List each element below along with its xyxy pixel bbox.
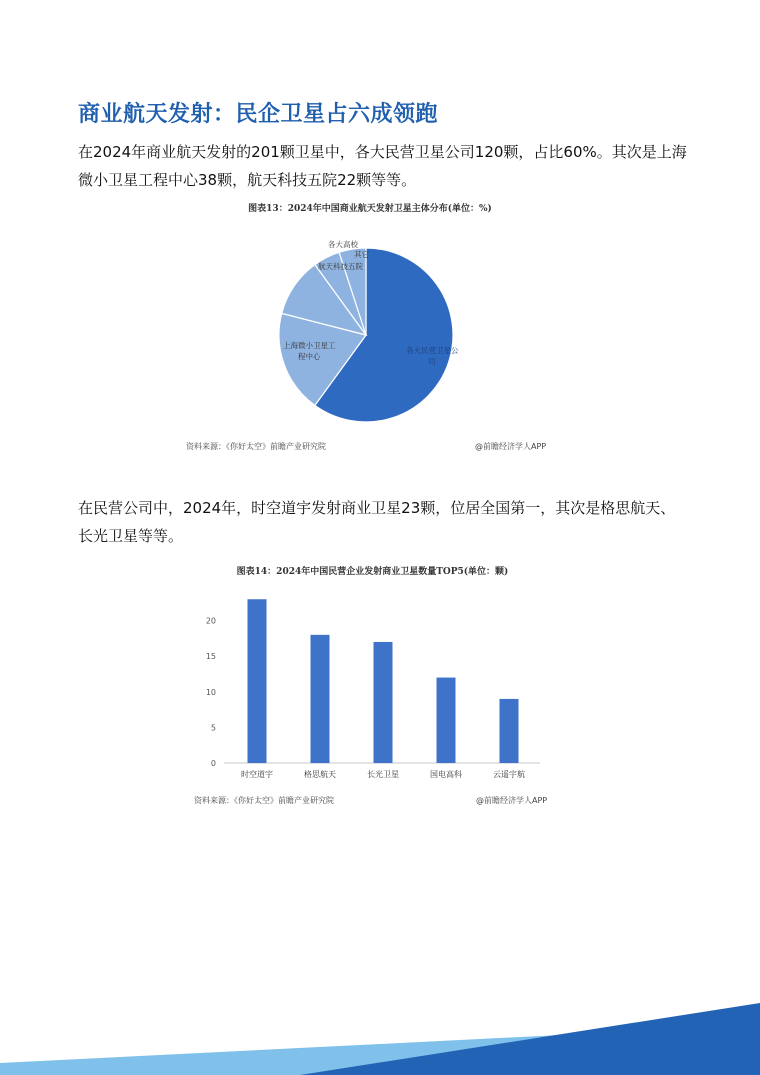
y-tick-label: 0 [210, 759, 216, 768]
pie-label: 上海微小卫星工程中心 [283, 341, 336, 361]
bar [500, 699, 519, 763]
pie-label: 航天科技五院 [318, 262, 363, 271]
bar [374, 642, 393, 763]
section-heading: 商业航天发射：民企卫星占六成领跑 [78, 102, 439, 127]
figure-13-credit: @前瞻经济学人APP [475, 442, 547, 451]
bar [437, 678, 456, 763]
pie-label: 其它 [354, 250, 369, 259]
bar [248, 599, 267, 763]
intro-paragraph: 在2024年商业航天发射的201颗卫星中，各大民营卫星公司120颗，占比60%。其次是上海微小卫星工程中心38颗，航天科技五院22颗等等。 [78, 143, 687, 189]
figure-14 [190, 555, 555, 812]
private-company-paragraph: 在民营公司中，2024年，时空道宇发射商业卫星23颗，位居全国第一，其次是格思航天、长光卫星等等。 [78, 499, 676, 545]
pie-label: 各大民营卫星公司 [406, 346, 459, 366]
figure-14-source: 资料来源：《你好太空》前瞻产业研究院 [194, 796, 334, 805]
y-tick-label: 15 [205, 652, 216, 662]
x-tick-label: 格思航天 [304, 770, 336, 779]
figure-13-source: 资料来源：《你好太空》前瞻产业研究院 [186, 442, 326, 451]
figure-13-title: 图表13：2024年中国商业航天发射卫星主体分布(单位：%) [248, 204, 492, 214]
x-tick-label: 时空道宇 [241, 770, 273, 779]
bar [311, 635, 330, 763]
pie-chart [180, 195, 560, 457]
y-tick-label: 5 [210, 723, 216, 733]
figure-14-title: 图表14：2024年中国民营企业发射商业卫星数量TOP5(单位：颗) [236, 567, 509, 577]
pie-label: 各大高校 [328, 240, 358, 249]
bar-chart [190, 555, 555, 791]
y-tick-label: 20 [205, 616, 216, 626]
x-tick-label: 长光卫星 [367, 770, 399, 779]
y-tick-label: 10 [205, 687, 216, 697]
figure-13 [180, 195, 560, 457]
x-tick-label: 云遥宇航 [493, 770, 525, 779]
x-tick-label: 国电高科 [430, 770, 462, 779]
figure-14-credit: @前瞻经济学人APP [476, 796, 548, 805]
footer-decoration [0, 995, 760, 1075]
